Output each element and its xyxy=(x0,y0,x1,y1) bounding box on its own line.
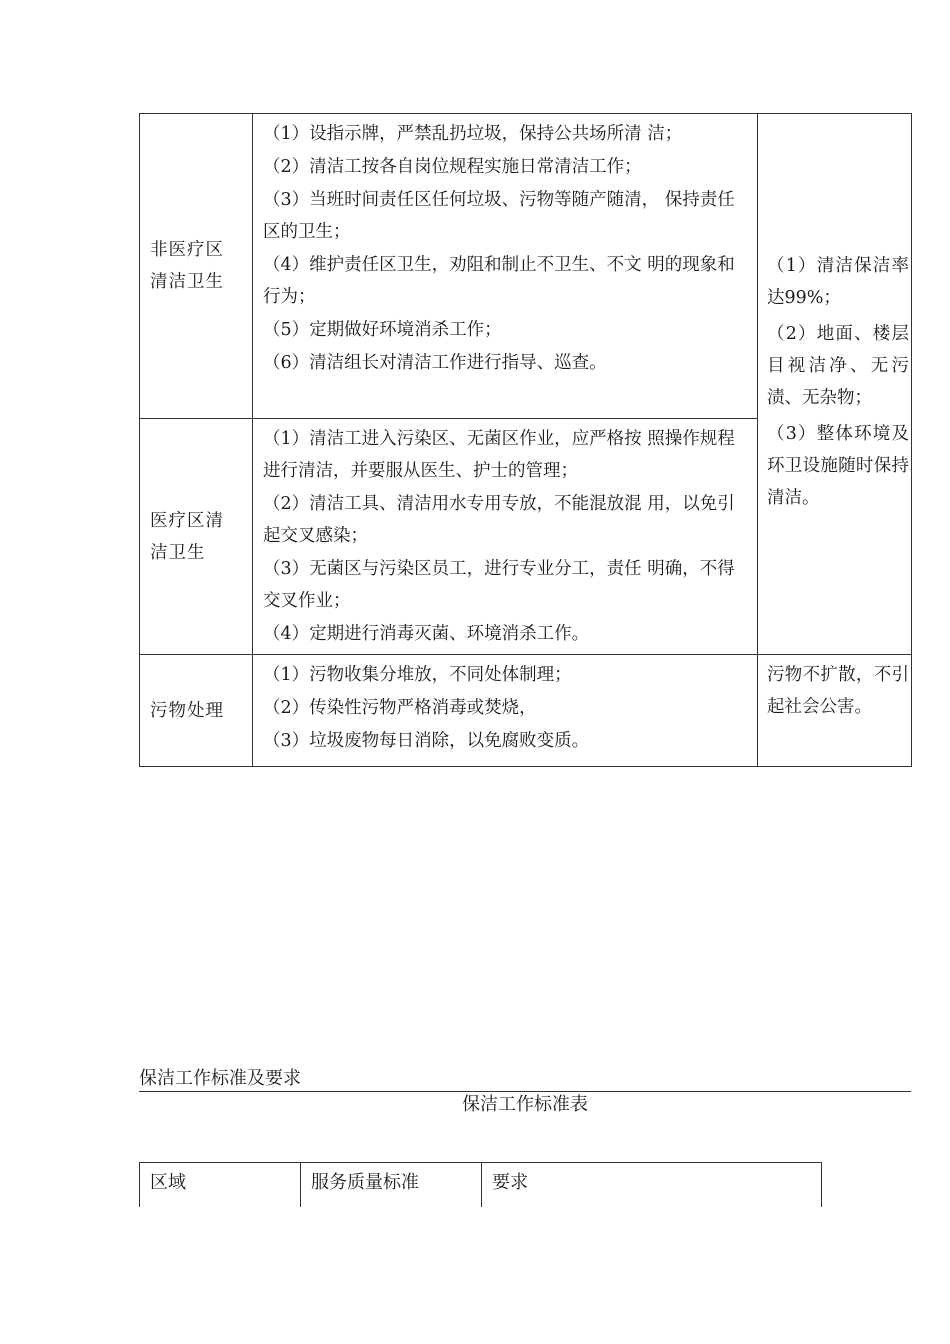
standard-item: （5）定期做好环境消杀工作； xyxy=(263,320,502,340)
section-title: 保洁工作标准及要求 xyxy=(139,1067,911,1092)
standard-item: （3）垃圾废物每日消除，以免腐败变质。 xyxy=(263,731,590,751)
requirement-item: （1）清洁保洁率达99%； xyxy=(767,256,909,308)
requirement-cell xyxy=(758,114,912,655)
standard-item: （2）清洁工具、清洁用水专用专放，不能混放混 用，以免引起交叉感染； xyxy=(263,494,735,546)
standard-item: （1）设指示牌，严禁乱扔垃圾，保持公共场所清 洁； xyxy=(263,124,683,144)
standard-item: （2）传染性污物严格消毒或焚烧， xyxy=(263,698,537,718)
area-cell: 医疗区清洁卫生 xyxy=(140,419,253,655)
column-header-requirement: 要求 xyxy=(482,1163,822,1208)
table-title: 保洁工作标准表 xyxy=(462,1094,588,1115)
standard-item: （2）清洁工按各自岗位规程实施日常清洁工作； xyxy=(263,157,642,177)
standards-header-table xyxy=(139,1162,822,1207)
standard-item: （4）维护责任区卫生，劝阻和制止不卫生、不文 明的现象和行为； xyxy=(263,255,735,307)
standard-item: （3）当班时间责任区任何垃圾、污物等随产随清， 保持责任区的卫生； xyxy=(263,190,735,242)
requirement-item: （3）整体环境及环卫设施随时保持清洁。 xyxy=(767,424,909,508)
table-row xyxy=(140,655,912,767)
table-header-row xyxy=(140,1163,822,1208)
standard-item: （3）无菌区与污染区员工，进行专业分工，责任 明确，不得交叉作业； xyxy=(263,559,735,611)
standard-item: （1）清洁工进入污染区、无菌区作业，应严格按 照操作规程进行清洁，并要服从医生、护士的管理； xyxy=(263,429,735,481)
requirement-cell: 污物不扩散，不引起社会公害。 xyxy=(758,655,912,767)
standard-item: （1）污物收集分堆放，不同处体制理； xyxy=(263,665,572,685)
standard-item: （6）清洁组长对清洁工作进行指导、巡查。 xyxy=(263,353,607,373)
table-row xyxy=(140,114,912,419)
standard-item: （4）定期进行消毒灭菌、环境消杀工作。 xyxy=(263,624,590,644)
standards-cell xyxy=(253,114,758,419)
column-header-area: 区域 xyxy=(140,1163,301,1208)
column-header-quality: 服务质量标准 xyxy=(301,1163,482,1208)
cleaning-standards-table xyxy=(139,113,912,767)
standards-cell xyxy=(253,419,758,655)
area-cell: 污物处理 xyxy=(140,655,253,767)
requirement-item: （2）地面、楼层目视洁净、无污渍、无杂物； xyxy=(767,324,909,408)
area-cell: 非医疗区清洁卫生 xyxy=(140,114,253,419)
standards-cell xyxy=(253,655,758,767)
